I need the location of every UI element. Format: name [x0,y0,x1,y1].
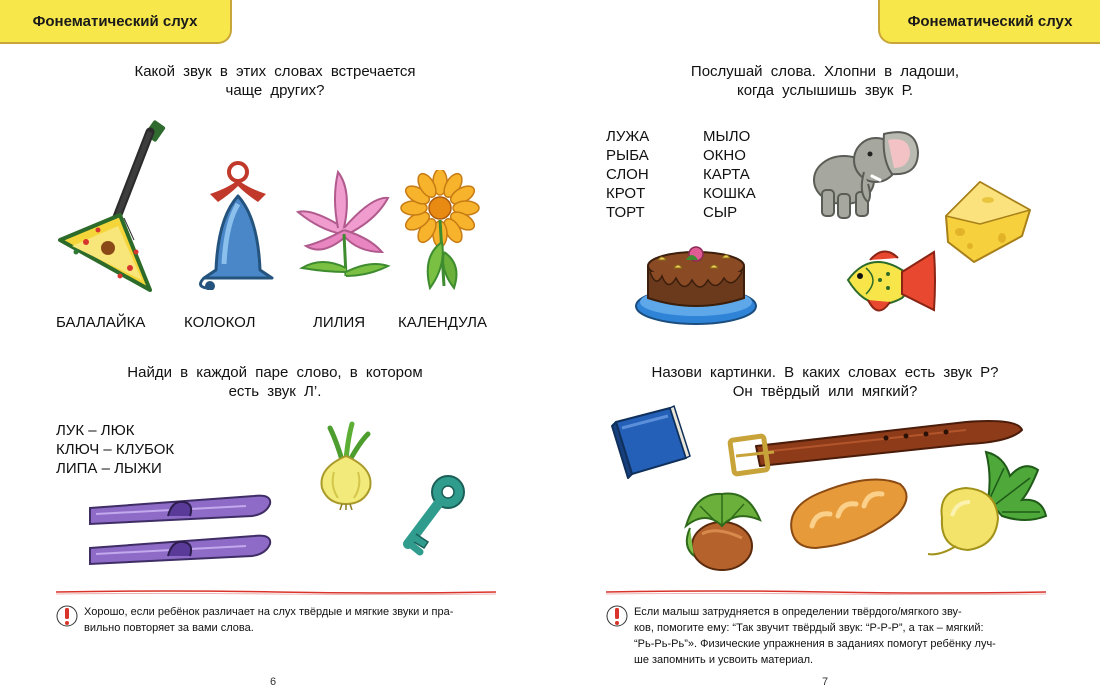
question-line: Какой звук в этих словах встречается [134,63,416,80]
hazelnut-icon [676,486,766,574]
tip-line: Хорошо, если ребёнок различает на слух твёрдые и мягкие звуки и пра- [84,606,454,618]
word-label: КОЛОКОЛ [184,314,256,331]
balalaika-icon [50,120,190,300]
cake-icon [634,236,760,328]
word-item: СЫР [703,204,738,221]
divider-rule [606,589,1046,595]
word-pair: ЛИПА – ЛЫЖИ [56,460,162,477]
lily-icon [292,168,392,288]
word-item: КРОТ [606,185,646,202]
book-icon [608,402,692,482]
fish-icon [840,240,940,324]
parent-tip [634,604,1046,668]
word-item: РЫБА [606,147,649,164]
parent-tip [84,604,496,636]
tip-line: “Рь-Рь-Рь”». Физические упражнения в заданиях помогут ребёнку луч- [634,638,996,650]
tip-line: Если малыш затрудняется в определении твёрдого/мягкого зву- [634,606,962,618]
bread-icon [782,470,912,554]
task-question [100,363,450,401]
word-item: КАРТА [703,166,750,183]
question-line: Он твёрдый или мягкий? [732,383,918,400]
question-line: чаще других? [225,82,325,99]
question-line: Послушай слова. Хлопни в ладоши, [690,63,960,80]
word-item: ТОРТ [606,204,645,221]
question-line: Назови картинки. В каких словах есть звук Р? [651,364,999,381]
elephant-icon [806,124,926,224]
page-number: 6 [270,676,277,688]
tip-line: ше запомнить и усвоить материал. [634,654,814,666]
cheese-icon [940,176,1036,266]
word-label: БАЛАЛАЙКА [56,314,146,331]
note-icon [606,603,628,629]
section-tab-left [0,0,232,44]
word-item: МЫЛО [703,128,751,145]
task-question [610,363,1040,401]
question-line: Найди в каждой паре слово, в котором [127,364,423,381]
tip-line: вильно повторяет за вами слова. [84,622,254,634]
word-item: ОКНО [703,147,746,164]
word-label: КАЛЕНДУЛА [398,314,487,331]
right-page [550,0,1100,688]
page-number: 7 [822,676,829,688]
divider-rule [56,589,496,595]
word-pair: ЛУК – ЛЮК [56,422,135,439]
task-question [100,62,450,100]
bell-icon [188,160,288,290]
task-question [650,62,1000,100]
section-title: Фонематический слух [907,12,1073,30]
word-item: КОШКА [703,185,756,202]
word-pair: КЛЮЧ – КЛУБОК [56,441,175,458]
calendula-icon [400,170,480,290]
skis-icon [86,490,276,572]
note-icon [56,603,78,629]
question-line: когда услышишь звук Р. [736,82,913,99]
onion-icon [312,420,382,510]
turnip-icon [926,446,1050,562]
tip-line: ков, помогите ему: “Так звучит твёрдый звук: “Р-Р-Р”, а так – мягкий: [634,622,984,634]
word-label: ЛИЛИЯ [313,314,366,331]
word-item: СЛОН [606,166,649,183]
word-item: ЛУЖА [606,128,650,145]
question-line: есть звук Л’. [228,383,322,400]
key-icon [398,472,470,556]
section-tab-right [878,0,1100,44]
section-title: Фонематический слух [32,12,198,30]
